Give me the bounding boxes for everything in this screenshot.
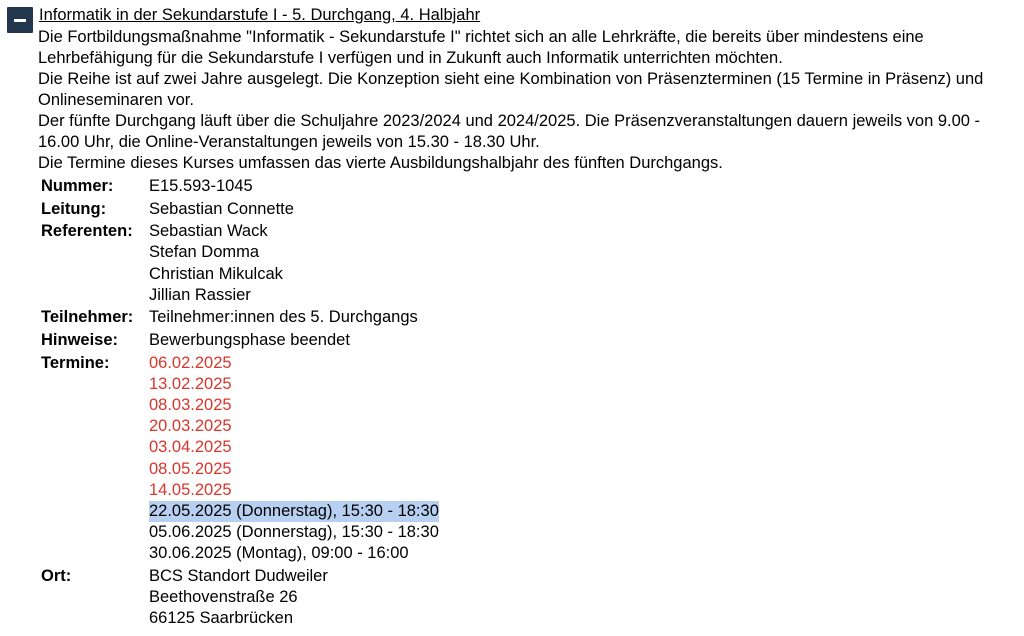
ort-address — [145, 566, 439, 631]
ort-line: 66125 Saarbrücken — [149, 609, 294, 628]
leitung-value: Sebastian Connette — [149, 199, 294, 218]
collapse-toggle-button[interactable] — [7, 7, 33, 33]
nummer-label: Nummer: — [41, 177, 114, 195]
teilnehmer-value: Teilnehmer:innen des 5. Durchgangs — [149, 308, 418, 327]
past-date: 14.05.2025 — [149, 480, 232, 499]
upcoming-date-selected[interactable]: 22.05.2025 (Donnerstag), 15:30 - 18:30 — [149, 501, 439, 522]
past-date: 08.05.2025 — [149, 459, 232, 478]
hinweise-label: Hinweise: — [41, 330, 119, 349]
ort-line: Beethovenstraße 26 — [149, 588, 298, 607]
past-date: 06.02.2025 — [149, 353, 232, 372]
past-date: 13.02.2025 — [149, 374, 232, 393]
ort-label: Ort: — [41, 567, 72, 585]
minus-icon — [14, 19, 26, 22]
upcoming-date-row — [149, 501, 439, 522]
ort-line: BCS Standort Dudweiler — [149, 567, 328, 585]
teilnehmer-label: Teilnehmer: — [41, 308, 134, 327]
nummer-row — [37, 176, 439, 199]
past-date: 03.04.2025 — [149, 438, 232, 457]
course-title-link[interactable]: Informatik in der Sekundarstufe I - 5. Durchgang, 4. Halbjahr — [39, 6, 481, 24]
leitung-row — [37, 199, 439, 222]
termine-row — [37, 353, 439, 566]
teilnehmer-row — [37, 307, 439, 330]
course-details-table — [37, 176, 439, 631]
referent-name: Jillian Rassier — [149, 285, 251, 304]
past-date: 20.03.2025 — [149, 417, 232, 436]
description-paragraph: Die Termine dieses Kurses umfassen das vierte Ausbildungshalbjahr des fünften Durchgangs. — [38, 154, 723, 172]
referent-name: Sebastian Wack — [149, 222, 268, 241]
termine-label: Termine: — [41, 353, 110, 372]
course-description — [38, 27, 1013, 174]
termine-list — [145, 353, 439, 566]
referenten-list — [145, 221, 439, 307]
referenten-row — [37, 221, 439, 307]
hinweise-value: Bewerbungsphase beendet — [149, 330, 350, 349]
upcoming-date: 05.06.2025 (Donnerstag), 15:30 - 18:30 — [149, 523, 439, 542]
description-paragraph: Der fünfte Durchgang läuft über die Schuljahre 2023/2024 und 2024/2025. Die Präsenzveranstaltungen dauern jeweils von 9.00 - 16.00 Uhr, die Online-Veranstaltungen jeweils von 15.30 - 18.30 Uhr. — [38, 112, 981, 151]
past-date: 08.03.2025 — [149, 395, 232, 414]
referent-name: Christian Mikulcak — [149, 264, 283, 283]
leitung-label: Leitung: — [41, 199, 107, 218]
description-paragraph: Die Reihe ist auf zwei Jahre ausgelegt. Die Konzeption sieht eine Kombination von Präsenzterminen (15 Termine in Präsenz) und Onlineseminaren vor. — [38, 70, 984, 109]
referent-name: Stefan Domma — [149, 243, 260, 262]
description-paragraph: Die Fortbildungsmaßnahme "Informatik - Sekundarstufe I" richtet sich an alle Lehrkräfte, die bereits über mindestens eine Lehrbefähigung für die Sekundarstufe I verfügen und in Zukunft auch Informatik unterrichten möchten. — [38, 28, 924, 67]
nummer-value: E15.593-1045 — [149, 177, 253, 195]
ort-row — [37, 566, 439, 631]
hinweise-row — [37, 330, 439, 353]
referenten-label: Referenten: — [41, 222, 133, 241]
upcoming-date: 30.06.2025 (Montag), 09:00 - 16:00 — [149, 544, 409, 563]
